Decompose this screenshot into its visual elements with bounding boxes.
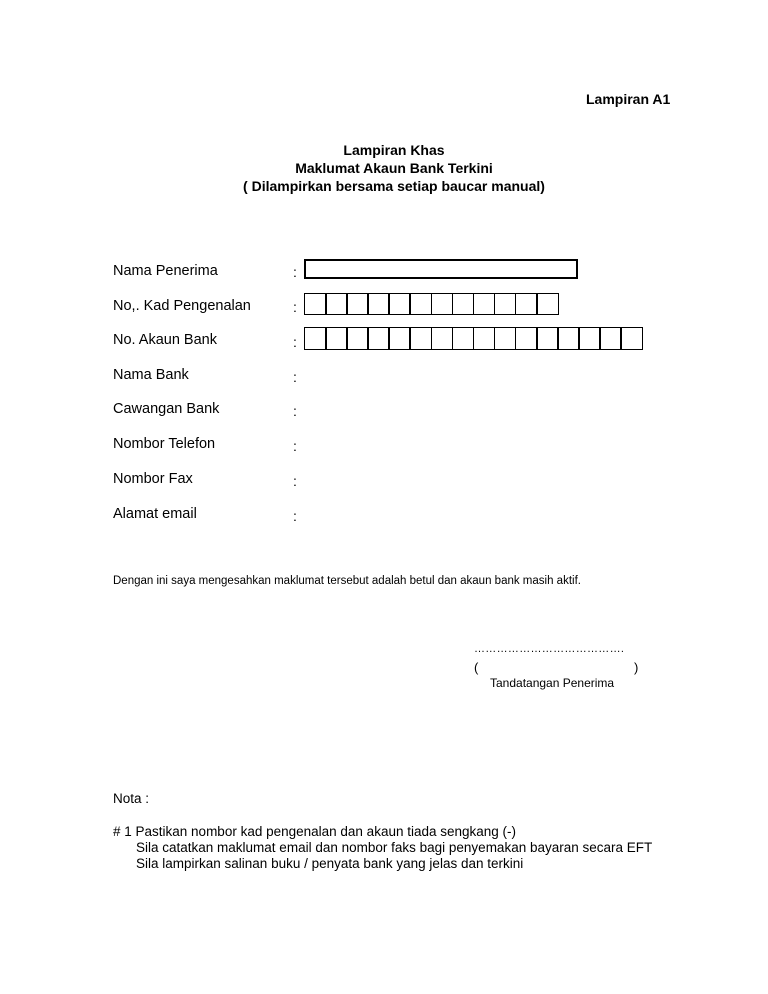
- field-colon: :: [293, 403, 297, 419]
- account-digit-box[interactable]: [388, 327, 411, 350]
- ic-digit-box[interactable]: [346, 293, 369, 315]
- form-heading: [0, 141, 768, 195]
- field-label-bank-branch: Cawangan Bank: [113, 401, 220, 417]
- annex-label: Lampiran A1: [586, 91, 671, 107]
- field-colon: :: [293, 264, 297, 280]
- ic-digit-box[interactable]: [452, 293, 475, 315]
- field-colon: :: [293, 334, 297, 350]
- confirmation-statement: Dengan ini saya mengesahkan maklumat tersebut adalah betul dan akaun bank masih aktif.: [113, 575, 581, 587]
- ic-digit-box[interactable]: [536, 293, 559, 315]
- field-colon: :: [293, 299, 297, 315]
- note-line-2: Sila catatkan maklumat email dan nombor faks bagi penyemakan bayaran secara EFT: [136, 840, 653, 855]
- note-line-1: # 1 Pastikan nombor kad pengenalan dan akaun tiada sengkang (-): [113, 824, 517, 839]
- ic-digit-box[interactable]: [367, 293, 390, 315]
- field-colon: :: [293, 508, 297, 524]
- ic-digit-box[interactable]: [515, 293, 538, 315]
- ic-digit-box[interactable]: [473, 293, 496, 315]
- ic-digit-box[interactable]: [388, 293, 411, 315]
- account-digit-box[interactable]: [599, 327, 622, 350]
- close-paren: ): [634, 660, 639, 675]
- heading-line-2: Maklumat Akaun Bank Terkini: [295, 160, 493, 176]
- account-digit-box[interactable]: [325, 327, 348, 350]
- account-digit-box[interactable]: [578, 327, 601, 350]
- account-digit-box[interactable]: [515, 327, 538, 350]
- field-label-email: Alamat email: [113, 506, 197, 522]
- account-digit-box[interactable]: [620, 327, 643, 350]
- recipient-name-box[interactable]: [304, 259, 578, 279]
- note-line-3: Sila lampirkan salinan buku / penyata bank yang jelas dan terkini: [136, 856, 524, 871]
- ic-digit-box[interactable]: [494, 293, 517, 315]
- ic-digit-box[interactable]: [409, 293, 432, 315]
- ic-digit-box[interactable]: [304, 293, 327, 315]
- account-digit-box[interactable]: [536, 327, 559, 350]
- account-digit-box[interactable]: [304, 327, 327, 350]
- notes-title: Nota :: [113, 791, 150, 806]
- account-digit-box[interactable]: [473, 327, 496, 350]
- field-label-bank-name: Nama Bank: [113, 367, 189, 383]
- field-label-bank-account-number: No. Akaun Bank: [113, 332, 217, 348]
- open-paren: (: [474, 660, 479, 675]
- account-digit-box[interactable]: [452, 327, 475, 350]
- account-digit-box[interactable]: [557, 327, 580, 350]
- signature-line: ………………………………….: [474, 643, 625, 655]
- heading-line-3: ( Dilampirkan bersama setiap baucar manual): [243, 178, 545, 194]
- account-digit-box[interactable]: [346, 327, 369, 350]
- account-digit-box[interactable]: [494, 327, 517, 350]
- ic-number-boxes[interactable]: [304, 293, 559, 315]
- field-label-recipient-name: Nama Penerima: [113, 263, 218, 279]
- account-digit-box[interactable]: [367, 327, 390, 350]
- bank-account-number-boxes[interactable]: [304, 327, 643, 350]
- ic-digit-box[interactable]: [325, 293, 348, 315]
- field-colon: :: [293, 438, 297, 454]
- heading-line-1: Lampiran Khas: [343, 142, 445, 158]
- field-label-ic-number: No,. Kad Pengenalan: [113, 298, 251, 314]
- field-colon: :: [293, 473, 297, 489]
- field-colon: :: [293, 369, 297, 385]
- account-digit-box[interactable]: [431, 327, 454, 350]
- signature-caption: Tandatangan Penerima: [490, 676, 615, 690]
- account-digit-box[interactable]: [409, 327, 432, 350]
- field-label-telephone: Nombor Telefon: [113, 436, 216, 452]
- ic-digit-box[interactable]: [431, 293, 454, 315]
- field-label-fax: Nombor Fax: [113, 471, 193, 487]
